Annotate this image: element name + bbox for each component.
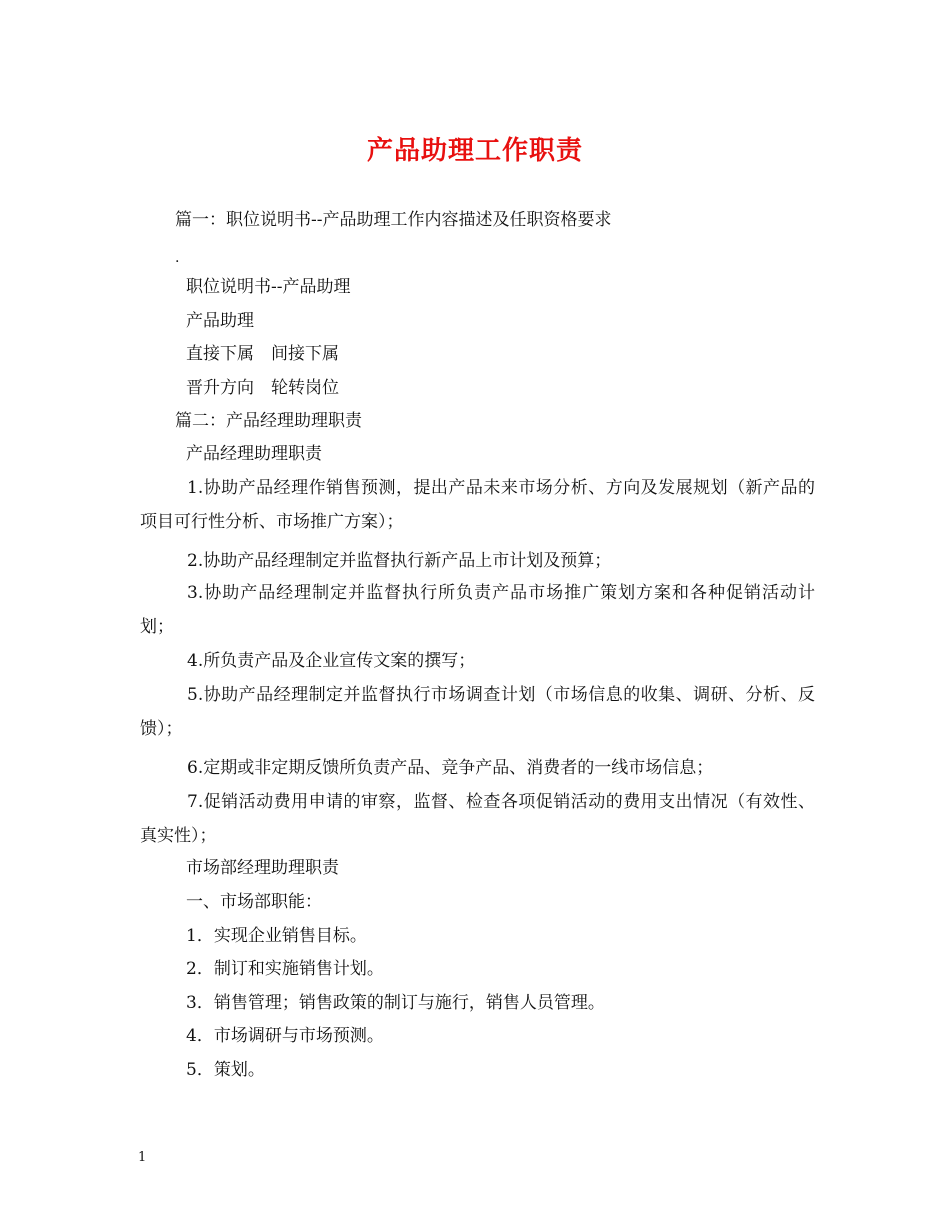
text-line: 篇二：产品经理助理职责 — [175, 411, 362, 431]
list-item: 6.定期或非定期反馈所负责产品、竞争产品、消费者的一线市场信息； — [187, 758, 714, 778]
text-line: 1．实现企业销售目标。 — [186, 926, 367, 946]
text-line: 产品经理助理职责 — [186, 444, 322, 464]
text-line: 5．策划。 — [186, 1060, 265, 1080]
list-item: 3.协助产品经理制定并监督执行所负责产品市场推广策划方案和各种促销活动计划； — [140, 583, 815, 637]
text-line: 晋升方向 轮转岗位 — [186, 378, 339, 398]
text-line: 4．市场调研与市场预测。 — [186, 1026, 384, 1046]
text-line: 一、市场部职能： — [186, 892, 322, 912]
section-heading: 市场部经理助理职责 — [186, 858, 339, 878]
list-item: 1.协助产品经理作销售预测，提出产品未来市场分析、方向及发展规划（新产品的项目可行性分析、市场推广方案）； — [140, 478, 815, 532]
page-number: 1 — [138, 1150, 147, 1165]
document-title: 产品助理工作职责 — [366, 136, 583, 166]
text-line: 直接下属 间接下属 — [186, 344, 339, 364]
text-line: . — [175, 250, 180, 266]
list-item: 2.协助产品经理制定并监督执行新产品上市计划及预算； — [187, 551, 612, 571]
text-line: 产品助理 — [186, 311, 254, 331]
list-item: 5.协助产品经理制定并监督执行市场调查计划（市场信息的收集、调研、分析、反馈）； — [140, 685, 815, 739]
text-line: 2．制订和实施销售计划。 — [186, 959, 384, 979]
text-line: 篇一：职位说明书--产品助理工作内容描述及任职资格要求 — [175, 210, 612, 230]
text-line: 3．销售管理；销售政策的制订与施行，销售人员管理。 — [186, 993, 605, 1013]
text-line: 职位说明书--产品助理 — [186, 277, 351, 297]
list-item: 7.促销活动费用申请的审察，监督、检查各项促销活动的费用支出情况（有效性、真实性）； — [140, 792, 815, 846]
list-item: 4.所负责产品及企业宣传文案的撰写； — [187, 651, 476, 671]
